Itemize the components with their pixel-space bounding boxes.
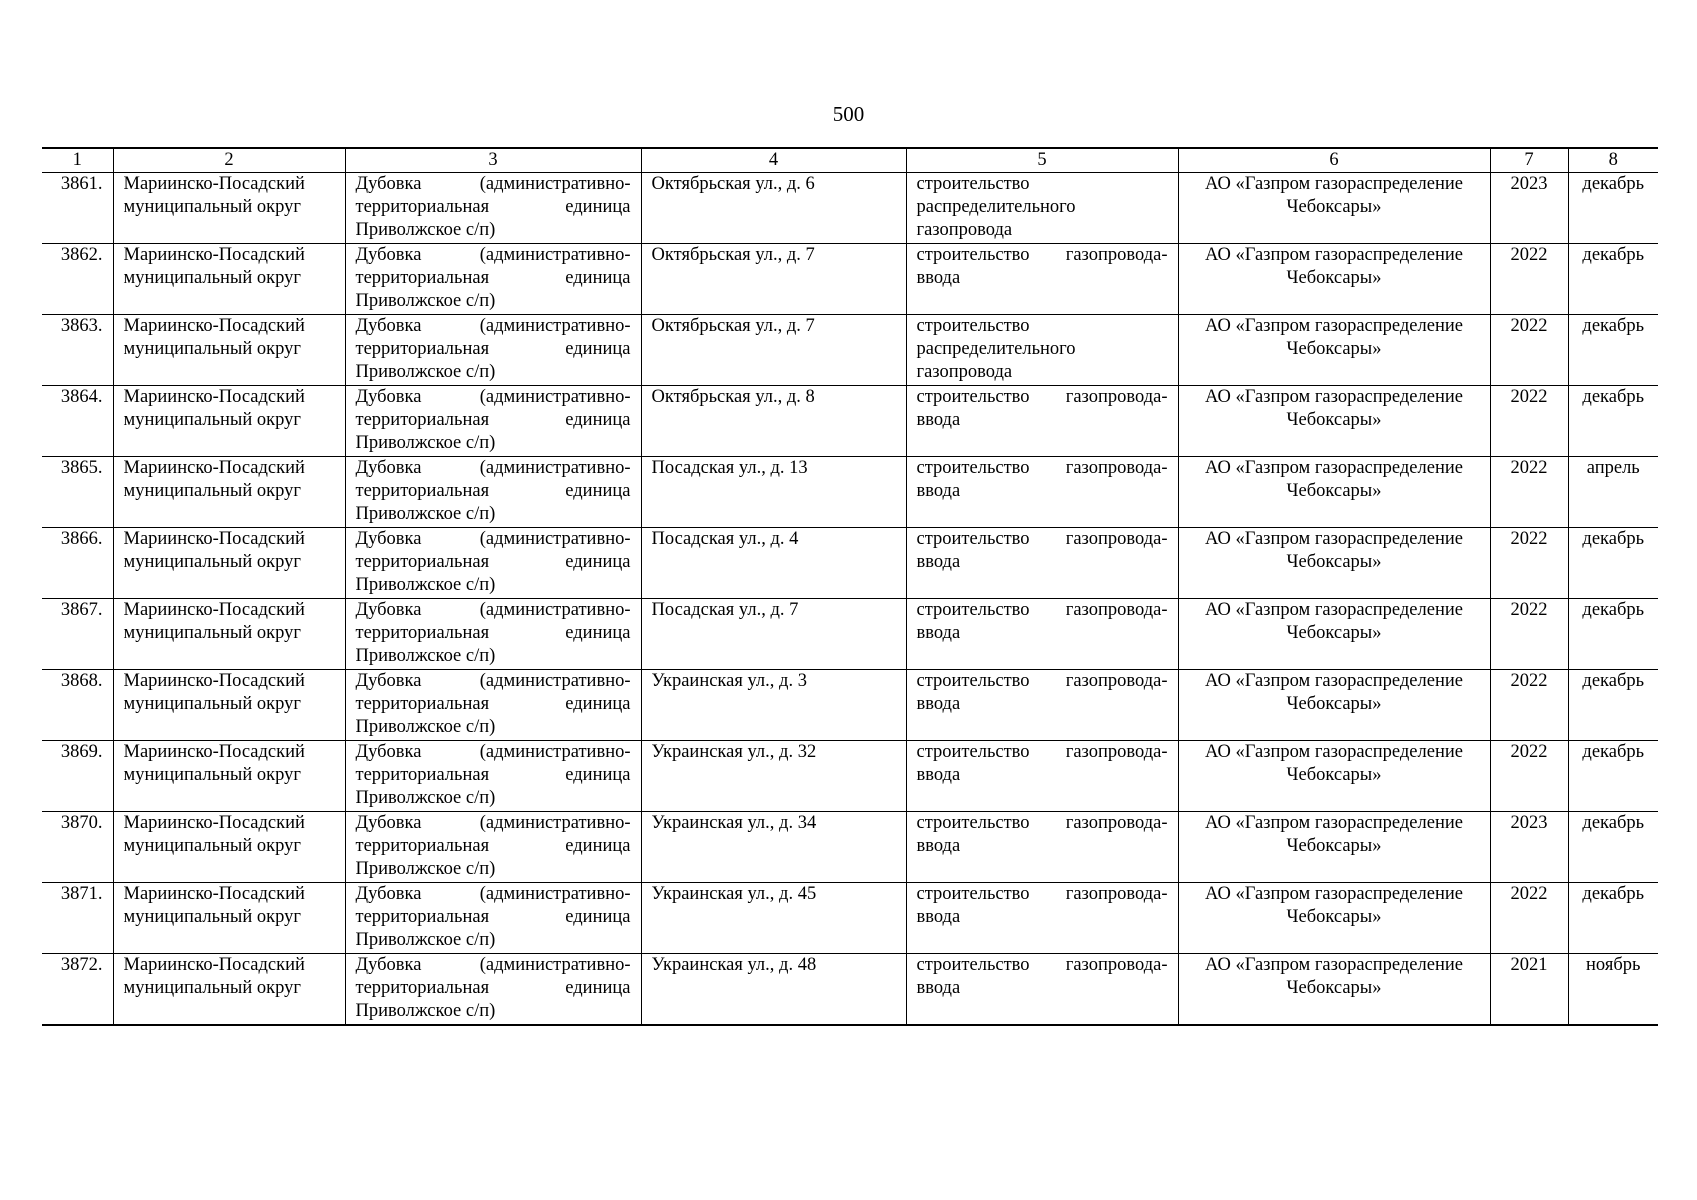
column-header: 2 (113, 148, 345, 173)
row-number: 3869. (42, 741, 113, 812)
table-row (42, 954, 1658, 1026)
district-cell: Мариинско-Посадский муниципальный округ (113, 883, 345, 954)
district-cell: Мариинско-Посадский муниципальный округ (113, 599, 345, 670)
address-cell: Украинская ул., д. 45 (641, 883, 906, 954)
column-header: 8 (1568, 148, 1658, 173)
row-number: 3866. (42, 528, 113, 599)
address-cell: Украинская ул., д. 32 (641, 741, 906, 812)
table-row (42, 883, 1658, 954)
locality-cell: Дубовка (административно-территориальная единица Приволжское с/п) (345, 670, 641, 741)
row-number: 3868. (42, 670, 113, 741)
locality-cell: Дубовка (административно-территориальная единица Приволжское с/п) (345, 457, 641, 528)
locality-cell: Дубовка (административно-территориальная единица Приволжское с/п) (345, 599, 641, 670)
address-cell: Украинская ул., д. 34 (641, 812, 906, 883)
month-cell: декабрь (1568, 741, 1658, 812)
organization-cell: АО «Газпром газораспределение Чебоксары» (1178, 670, 1490, 741)
column-header: 4 (641, 148, 906, 173)
address-cell: Украинская ул., д. 48 (641, 954, 906, 1026)
row-number: 3861. (42, 173, 113, 244)
organization-cell: АО «Газпром газораспределение Чебоксары» (1178, 173, 1490, 244)
month-cell: декабрь (1568, 599, 1658, 670)
table-row (42, 741, 1658, 812)
month-cell: декабрь (1568, 812, 1658, 883)
year-cell: 2022 (1490, 599, 1568, 670)
locality-cell: Дубовка (административно-территориальная единица Приволжское с/п) (345, 528, 641, 599)
work-cell: строительство газопровода-ввода (906, 386, 1178, 457)
year-cell: 2021 (1490, 954, 1568, 1026)
month-cell: декабрь (1568, 883, 1658, 954)
row-number: 3862. (42, 244, 113, 315)
work-cell: строительство распределительного газопровода (906, 173, 1178, 244)
locality-cell: Дубовка (административно-территориальная единица Приволжское с/п) (345, 954, 641, 1026)
district-cell: Мариинско-Посадский муниципальный округ (113, 244, 345, 315)
work-cell: строительство газопровода-ввода (906, 741, 1178, 812)
locality-cell: Дубовка (административно-территориальная единица Приволжское с/п) (345, 812, 641, 883)
locality-cell: Дубовка (административно-территориальная единица Приволжское с/п) (345, 244, 641, 315)
organization-cell: АО «Газпром газораспределение Чебоксары» (1178, 812, 1490, 883)
column-number-row (42, 148, 1658, 173)
organization-cell: АО «Газпром газораспределение Чебоксары» (1178, 599, 1490, 670)
table-row (42, 173, 1658, 244)
table-row (42, 386, 1658, 457)
month-cell: декабрь (1568, 528, 1658, 599)
district-cell: Мариинско-Посадский муниципальный округ (113, 812, 345, 883)
locality-cell: Дубовка (административно-территориальная единица Приволжское с/п) (345, 173, 641, 244)
table-row (42, 599, 1658, 670)
year-cell: 2023 (1490, 812, 1568, 883)
work-cell: строительство газопровода-ввода (906, 599, 1178, 670)
district-cell: Мариинско-Посадский муниципальный округ (113, 386, 345, 457)
table-row (42, 315, 1658, 386)
work-cell: строительство газопровода-ввода (906, 883, 1178, 954)
year-cell: 2022 (1490, 244, 1568, 315)
organization-cell: АО «Газпром газораспределение Чебоксары» (1178, 457, 1490, 528)
year-cell: 2022 (1490, 528, 1568, 599)
year-cell: 2023 (1490, 173, 1568, 244)
work-cell: строительство газопровода-ввода (906, 244, 1178, 315)
row-number: 3872. (42, 954, 113, 1026)
work-cell: строительство газопровода-ввода (906, 528, 1178, 599)
district-cell: Мариинско-Посадский муниципальный округ (113, 173, 345, 244)
year-cell: 2022 (1490, 670, 1568, 741)
address-cell: Посадская ул., д. 13 (641, 457, 906, 528)
month-cell: декабрь (1568, 386, 1658, 457)
row-number: 3864. (42, 386, 113, 457)
address-cell: Октябрьская ул., д. 7 (641, 244, 906, 315)
address-cell: Октябрьская ул., д. 8 (641, 386, 906, 457)
column-header: 6 (1178, 148, 1490, 173)
month-cell: апрель (1568, 457, 1658, 528)
register-table (42, 147, 1658, 1026)
month-cell: декабрь (1568, 244, 1658, 315)
district-cell: Мариинско-Посадский муниципальный округ (113, 670, 345, 741)
work-cell: строительство газопровода-ввода (906, 812, 1178, 883)
table-row (42, 457, 1658, 528)
column-header: 7 (1490, 148, 1568, 173)
month-cell: декабрь (1568, 315, 1658, 386)
column-header: 5 (906, 148, 1178, 173)
month-cell: декабрь (1568, 670, 1658, 741)
table-row (42, 670, 1658, 741)
address-cell: Октябрьская ул., д. 6 (641, 173, 906, 244)
organization-cell: АО «Газпром газораспределение Чебоксары» (1178, 315, 1490, 386)
locality-cell: Дубовка (административно-территориальная единица Приволжское с/п) (345, 883, 641, 954)
row-number: 3871. (42, 883, 113, 954)
year-cell: 2022 (1490, 386, 1568, 457)
row-number: 3865. (42, 457, 113, 528)
year-cell: 2022 (1490, 741, 1568, 812)
district-cell: Мариинско-Посадский муниципальный округ (113, 954, 345, 1026)
column-header: 3 (345, 148, 641, 173)
month-cell: декабрь (1568, 173, 1658, 244)
work-cell: строительство газопровода-ввода (906, 670, 1178, 741)
district-cell: Мариинско-Посадский муниципальный округ (113, 528, 345, 599)
work-cell: строительство газопровода-ввода (906, 954, 1178, 1026)
organization-cell: АО «Газпром газораспределение Чебоксары» (1178, 741, 1490, 812)
row-number: 3870. (42, 812, 113, 883)
organization-cell: АО «Газпром газораспределение Чебоксары» (1178, 883, 1490, 954)
year-cell: 2022 (1490, 883, 1568, 954)
table-row (42, 528, 1658, 599)
address-cell: Украинская ул., д. 3 (641, 670, 906, 741)
page-number: 500 (832, 102, 865, 126)
month-cell: ноябрь (1568, 954, 1658, 1026)
organization-cell: АО «Газпром газораспределение Чебоксары» (1178, 386, 1490, 457)
locality-cell: Дубовка (административно-территориальная единица Приволжское с/п) (345, 315, 641, 386)
district-cell: Мариинско-Посадский муниципальный округ (113, 315, 345, 386)
address-cell: Октябрьская ул., д. 7 (641, 315, 906, 386)
district-cell: Мариинско-Посадский муниципальный округ (113, 457, 345, 528)
locality-cell: Дубовка (административно-территориальная единица Приволжское с/п) (345, 386, 641, 457)
organization-cell: АО «Газпром газораспределение Чебоксары» (1178, 528, 1490, 599)
work-cell: строительство газопровода-ввода (906, 457, 1178, 528)
year-cell: 2022 (1490, 315, 1568, 386)
row-number: 3863. (42, 315, 113, 386)
address-cell: Посадская ул., д. 7 (641, 599, 906, 670)
table-row (42, 244, 1658, 315)
organization-cell: АО «Газпром газораспределение Чебоксары» (1178, 244, 1490, 315)
year-cell: 2022 (1490, 457, 1568, 528)
table-row (42, 812, 1658, 883)
organization-cell: АО «Газпром газораспределение Чебоксары» (1178, 954, 1490, 1026)
row-number: 3867. (42, 599, 113, 670)
district-cell: Мариинско-Посадский муниципальный округ (113, 741, 345, 812)
column-header: 1 (42, 148, 113, 173)
locality-cell: Дубовка (административно-территориальная единица Приволжское с/п) (345, 741, 641, 812)
work-cell: строительство распределительного газопровода (906, 315, 1178, 386)
address-cell: Посадская ул., д. 4 (641, 528, 906, 599)
